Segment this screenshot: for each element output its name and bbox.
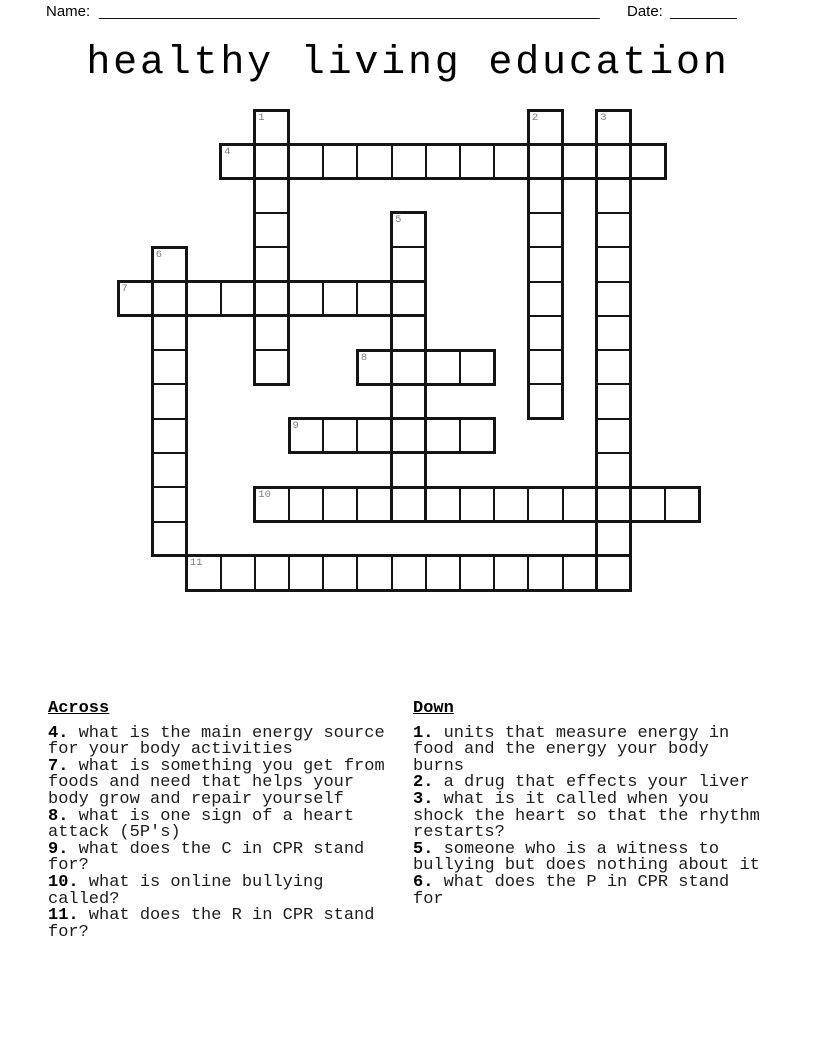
cell-4-across-5[interactable] (357, 146, 391, 180)
grid-line (154, 418, 185, 420)
cell-3-down-13[interactable] (598, 522, 632, 556)
clue-number: 8. (48, 806, 69, 826)
cell-2-down-4[interactable] (530, 213, 564, 247)
cell-1-down-4[interactable] (256, 213, 290, 247)
cell-10-across-13[interactable] (665, 489, 699, 523)
word-11-across (185, 554, 633, 591)
clue-9-across: 9. what does the C in CPR stand for? (48, 839, 365, 876)
cell-4-across-12[interactable] (597, 146, 631, 180)
clue-3-down: 3. what is it called when you shock the heart so that the rhythm restarts? (413, 789, 760, 843)
cell-6-down-8[interactable] (154, 487, 188, 521)
grid-line (562, 557, 564, 588)
cell-2-down-3[interactable] (530, 179, 564, 213)
cell-9-across-6[interactable] (460, 420, 494, 454)
grid-line (322, 557, 324, 588)
grid-line (459, 352, 461, 383)
grid-line (391, 420, 393, 451)
word-4-across (219, 143, 667, 180)
cell-3-down-5[interactable] (598, 247, 632, 281)
cell-7-across-7[interactable] (323, 283, 357, 317)
grid-line (598, 315, 629, 317)
cell-number: 9 (292, 420, 299, 433)
grid-line (493, 557, 495, 588)
grid-line (530, 281, 561, 283)
cell-2-down-8[interactable] (530, 350, 564, 384)
grid-line (256, 246, 287, 248)
cell-7-across-3[interactable] (186, 283, 220, 317)
cell-3-down-11[interactable] (598, 453, 632, 487)
grid-line (598, 246, 629, 248)
grid-line (630, 146, 632, 177)
cell-10-across-10[interactable] (563, 489, 597, 523)
grid-line (598, 212, 629, 214)
clue-11-across: 11. what does the R in CPR stand for? (48, 906, 375, 942)
grid-line (598, 452, 629, 454)
clue-number: 9. (48, 839, 69, 859)
cell-10-across-5[interactable] (392, 489, 426, 523)
clue-6-down: 6. what does the P in CPR stand for (413, 872, 730, 909)
grid-line (220, 283, 222, 314)
grid-line (391, 352, 393, 383)
cell-6-down-9[interactable] (154, 522, 188, 556)
grid-line (256, 349, 287, 351)
clue-7-across: 7. what is something you get from foods and need that helps your body grow and repair yourself (48, 756, 385, 809)
grid-line (598, 349, 629, 351)
clue-number: 7. (48, 756, 69, 776)
grid-line (459, 557, 461, 588)
down-clues-column (413, 701, 769, 908)
grid-line (527, 489, 529, 520)
grid-line (459, 489, 461, 520)
cell-4-across-10[interactable] (528, 146, 562, 180)
cell-10-across-9[interactable] (528, 489, 562, 523)
grid-line (425, 352, 427, 383)
grid-line (185, 283, 187, 314)
grid-line (493, 146, 495, 177)
grid-line (256, 212, 287, 214)
cell-3-down-6[interactable] (598, 282, 632, 316)
cell-3-down-3[interactable] (598, 179, 632, 213)
clue-number: 2. (413, 773, 434, 793)
cell-4-across-13[interactable] (631, 146, 665, 180)
cell-3-down-8[interactable] (598, 350, 632, 384)
cell-4-across-8[interactable] (460, 146, 494, 180)
cell-8-across-3[interactable] (426, 352, 460, 386)
grid-line (393, 246, 424, 248)
cell-11-across-4[interactable] (289, 557, 323, 591)
grid-line (598, 418, 629, 420)
clue-1-down: 1. units that measure energy in food and the energy your body burns (413, 723, 730, 776)
word-8-across (356, 349, 496, 386)
cell-11-across-6[interactable] (357, 557, 391, 591)
cell-10-across-12[interactable] (631, 489, 665, 523)
cell-1-down-8[interactable] (256, 350, 290, 384)
cell-7-across-8[interactable] (357, 283, 391, 317)
cell-11-across-13[interactable] (597, 557, 631, 591)
cell-4-across-4[interactable] (323, 146, 357, 180)
clue-number: 10. (48, 872, 79, 892)
clue-number: 4. (48, 723, 69, 743)
cell-3-down-10[interactable] (598, 419, 632, 453)
cell-number: 8 (360, 351, 368, 364)
cell-4-across-3[interactable] (289, 146, 323, 180)
clue-number: 6. (413, 872, 434, 892)
grid-line (151, 283, 153, 314)
cell-10-across-6[interactable] (426, 489, 460, 523)
grid-line (322, 489, 324, 520)
clue-number: 3. (413, 789, 434, 809)
grid-line (356, 489, 358, 520)
cell-number: 7 (121, 283, 128, 295)
cell-5-down-6[interactable] (393, 384, 427, 418)
cell-4-across-11[interactable] (563, 146, 597, 180)
across-clues-list (48, 723, 404, 942)
cell-11-across-2[interactable] (221, 557, 255, 591)
grid-line (459, 146, 461, 177)
grid-line (356, 557, 358, 588)
cell-2-down-7[interactable] (530, 316, 564, 350)
grid-line (598, 281, 629, 283)
grid-line (154, 452, 185, 454)
cell-10-across-8[interactable] (494, 489, 528, 523)
grid-line (391, 146, 393, 177)
name-blank-line: ____________________________________________________________ (99, 3, 600, 20)
word-9-across (288, 417, 496, 454)
grid-line (356, 283, 358, 314)
grid-line (391, 489, 393, 520)
cell-6-down-6[interactable] (154, 419, 188, 453)
grid-line (391, 283, 393, 314)
cell-11-across-5[interactable] (323, 557, 357, 591)
clue-4-across: 4. what is the main energy source for your body activities (48, 723, 385, 760)
cell-8-across-4[interactable] (460, 352, 494, 386)
cell-6-down-7[interactable] (154, 453, 188, 487)
grid-line (530, 246, 561, 248)
grid-line (322, 283, 324, 314)
grid-line (322, 146, 324, 177)
grid-line (530, 383, 561, 385)
cell-4-across-2[interactable] (255, 146, 289, 180)
grid-line (598, 383, 629, 385)
across-heading: Across (48, 699, 110, 718)
clue-8-across: 8. what is one sign of a heart attack (5P's) (48, 806, 355, 843)
cell-1-down-5[interactable] (256, 247, 290, 281)
cell-9-across-4[interactable] (392, 420, 426, 454)
grid-line (562, 146, 564, 177)
cell-7-across-6[interactable] (289, 283, 323, 317)
cell-6-down-3[interactable] (154, 316, 188, 350)
grid-line (596, 489, 598, 520)
cell-11-across-3[interactable] (255, 557, 289, 591)
grid-line (154, 349, 185, 351)
grid-line (562, 489, 564, 520)
cell-10-across-11[interactable] (597, 489, 631, 523)
cell-1-down-3[interactable] (256, 179, 290, 213)
grid-line (356, 146, 358, 177)
date-blank-line: ________ (670, 3, 737, 20)
cell-11-across-12[interactable] (563, 557, 597, 591)
grid-line (391, 557, 393, 588)
grid-line (425, 489, 427, 520)
grid-line (530, 315, 561, 317)
grid-line (527, 146, 529, 177)
name-label: Name: (46, 3, 91, 20)
cell-9-across-5[interactable] (426, 420, 460, 454)
cell-number: 3 (600, 111, 607, 124)
worksheet-title: healthy living education (86, 41, 730, 86)
grid-line (254, 283, 256, 314)
cell-11-across-8[interactable] (426, 557, 460, 591)
clue-5-down: 5. someone who is a witness to bullying but does nothing about it (413, 839, 760, 876)
cell-6-down-4[interactable] (154, 350, 188, 384)
cell-10-across-3[interactable] (323, 489, 357, 523)
cell-11-across-9[interactable] (460, 557, 494, 591)
grid-line (527, 557, 529, 588)
grid-line (154, 521, 185, 523)
cell-7-across-2[interactable] (152, 283, 186, 317)
cell-5-down-8[interactable] (393, 453, 427, 487)
grid-line (664, 489, 666, 520)
cell-9-across-3[interactable] (357, 420, 391, 454)
grid-line (154, 383, 185, 385)
cell-number: 5 (395, 214, 402, 227)
clue-10-across: 10. what is online bullying called? (48, 872, 324, 909)
grid-line (425, 146, 427, 177)
cell-4-across-6[interactable] (392, 146, 426, 180)
cell-7-across-4[interactable] (221, 283, 255, 317)
grid-line (288, 146, 290, 177)
cell-5-down-2[interactable] (393, 247, 427, 281)
cell-10-across-7[interactable] (460, 489, 494, 523)
grid-line (425, 420, 427, 451)
down-heading: Down (413, 699, 454, 718)
cell-4-across-9[interactable] (494, 146, 528, 180)
cell-10-across-4[interactable] (357, 489, 391, 523)
cell-2-down-5[interactable] (530, 247, 564, 281)
cell-3-down-9[interactable] (598, 384, 632, 418)
word-10-across (253, 486, 701, 523)
grid-line (530, 212, 561, 214)
cell-2-down-6[interactable] (530, 282, 564, 316)
cell-8-across-2[interactable] (392, 352, 426, 386)
cell-3-down-4[interactable] (598, 213, 632, 247)
clue-number: 5. (413, 839, 434, 859)
grid-line (288, 283, 290, 314)
grid-line (596, 557, 598, 588)
cell-4-across-7[interactable] (426, 146, 460, 180)
cell-9-across-2[interactable] (323, 420, 357, 454)
word-7-across (117, 280, 428, 317)
grid-line (288, 557, 290, 588)
cell-5-down-4[interactable] (393, 316, 427, 350)
cell-2-down-9[interactable] (530, 384, 564, 418)
cell-11-across-10[interactable] (494, 557, 528, 591)
grid-line (322, 420, 324, 451)
grid-line (288, 489, 290, 520)
grid-line (596, 146, 598, 177)
cell-number: 4 (224, 145, 231, 158)
cell-number: 11 (189, 557, 203, 570)
grid-line (459, 420, 461, 451)
clue-2-down: 2. a drug that effects your liver (413, 773, 750, 793)
cell-number: 6 (155, 248, 162, 261)
cell-10-across-2[interactable] (289, 489, 323, 523)
grid-line (254, 557, 256, 588)
grid-line (493, 489, 495, 520)
grid-line (254, 146, 256, 177)
grid-line (154, 486, 185, 488)
cell-7-across-9[interactable] (392, 283, 426, 317)
grid-line (630, 489, 632, 520)
cell-number: 10 (258, 488, 271, 501)
grid-line (356, 420, 358, 451)
clue-number: 1. (413, 723, 434, 743)
cell-number: 2 (531, 111, 539, 124)
cell-7-across-5[interactable] (255, 283, 289, 317)
date-label: Date: (627, 3, 663, 20)
down-clues-list (413, 723, 769, 909)
grid-line (220, 557, 222, 588)
cell-1-down-7[interactable] (256, 316, 290, 350)
across-clues-column (48, 701, 404, 941)
cell-11-across-7[interactable] (392, 557, 426, 591)
cell-number: 1 (258, 111, 265, 124)
grid-line (530, 349, 561, 351)
cell-11-across-11[interactable] (528, 557, 562, 591)
cell-3-down-7[interactable] (598, 316, 632, 350)
cell-6-down-5[interactable] (154, 384, 188, 418)
clue-number: 11. (48, 906, 79, 926)
grid-line (425, 557, 427, 588)
